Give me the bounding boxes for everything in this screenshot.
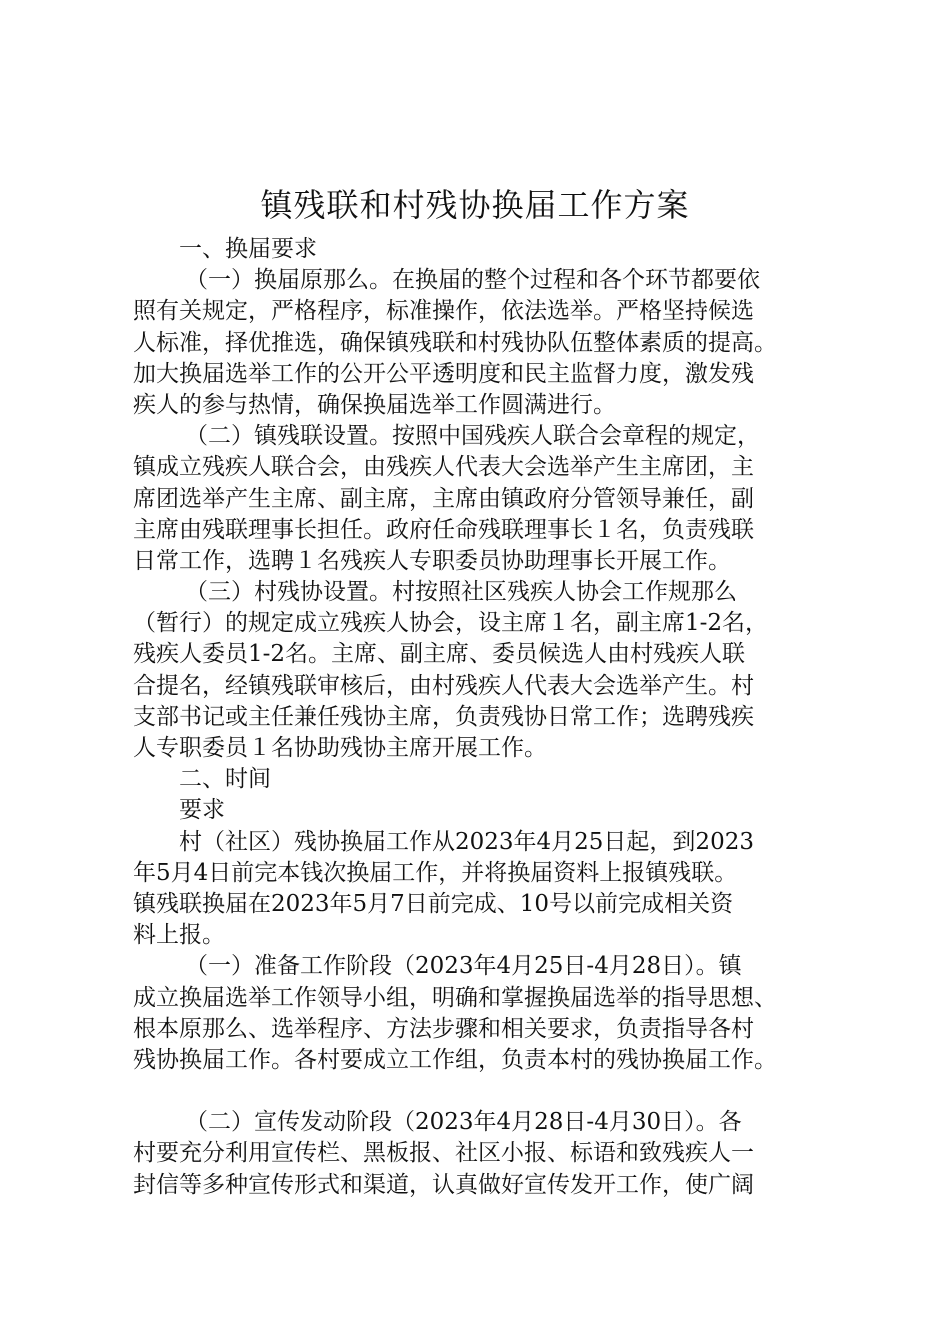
paragraph-line: 村要充分利用宣传栏、黑板报、社区小报、标语和致残疾人一 [133, 1140, 754, 1167]
paragraph-line: 加大换届选举工作的公开公平透明度和民主监督力度，激发残 [133, 360, 754, 387]
paragraph-line: 年5月4日前完本钱次换届工作，并将换届资料上报镇残联。 [133, 859, 738, 886]
paragraph-line: 人标准，择优推选，确保镇残联和村残协队伍整体素质的提高。 [133, 329, 777, 356]
paragraph-line: 残协换届工作。各村要成立工作组，负责本村的残协换届工作。 [133, 1046, 777, 1073]
section-heading-time: 二、时间 [179, 766, 271, 793]
paragraph-line: 合提名，经镇残联审核后，由村残疾人代表大会选举产生。村 [133, 672, 754, 699]
paragraph-line: 主席由残联理事长担任。政府任命残联理事长１名，负责残联 [133, 516, 754, 543]
paragraph-line: 席团选举产生主席、副主席，主席由镇政府分管领导兼任，副 [133, 485, 754, 512]
paragraph-line: （暂行）的规定成立残疾人协会，设主席１名，副主席1-2名， [133, 610, 769, 637]
paragraph-spacer [133, 1076, 845, 1107]
paragraph-line: 村（社区）残协换届工作从2023年4月25日起，到2023 [179, 828, 754, 855]
paragraph-line: （二）镇残联设置。按照中国残疾人联合会章程的规定， [185, 423, 760, 450]
paragraph-line: （三）村残协设置。村按照社区残疾人协会工作规那么 [185, 579, 737, 606]
paragraph-line: 人专职委员１名协助残协主席开展工作。 [133, 735, 547, 761]
paragraph-line: 日常工作，选聘１名残疾人专职委员协助理事长开展工作。 [133, 547, 731, 574]
section-heading-continuation: 要求 [179, 797, 225, 824]
paragraph-line: 疾人的参与热情，确保换届选举工作圆满进行。 [133, 391, 616, 418]
paragraph-line: 镇残联换届在2023年5月7日前完成、10号以前完成相关资 [133, 890, 734, 917]
paragraph-line: 根本原那么、选举程序、方法步骤和相关要求，负责指导各村 [133, 1015, 754, 1042]
paragraph-line: （一）换届原那么。在换届的整个过程和各个环节都要依 [185, 267, 760, 294]
paragraph-line: 照有关规定，严格程序，标准操作，依法选举。严格坚持候选 [133, 298, 754, 325]
paragraph-line: 支部书记或主任兼任残协主席，负责残协日常工作；选聘残疾 [133, 703, 754, 730]
paragraph-line: 封信等多种宣传形式和渠道，认真做好宣传发开工作，使广阔 [133, 1171, 754, 1198]
paragraph-line: 镇成立残疾人联合会，由残疾人代表大会选举产生主席团，主 [133, 454, 754, 481]
paragraph-line: 料上报。 [133, 922, 225, 949]
paragraph-line: （二）宣传发动阶段（2023年4月28日-4月30日）。各 [185, 1109, 742, 1136]
document-title: 镇残联和村残协换届工作方案 [260, 186, 690, 224]
section-heading-requirements: 一、换届要求 [179, 236, 317, 262]
document-body [133, 234, 845, 1201]
paragraph-line: 成立换届选举工作领导小组，明确和掌握换届选举的指导思想、 [133, 984, 777, 1011]
paragraph-line: （一）准备工作阶段（2023年4月25日-4月28日）。镇 [185, 953, 742, 980]
paragraph-line: 残疾人委员1-2名。主席、副主席、委员候选人由村残疾人联 [133, 641, 746, 668]
